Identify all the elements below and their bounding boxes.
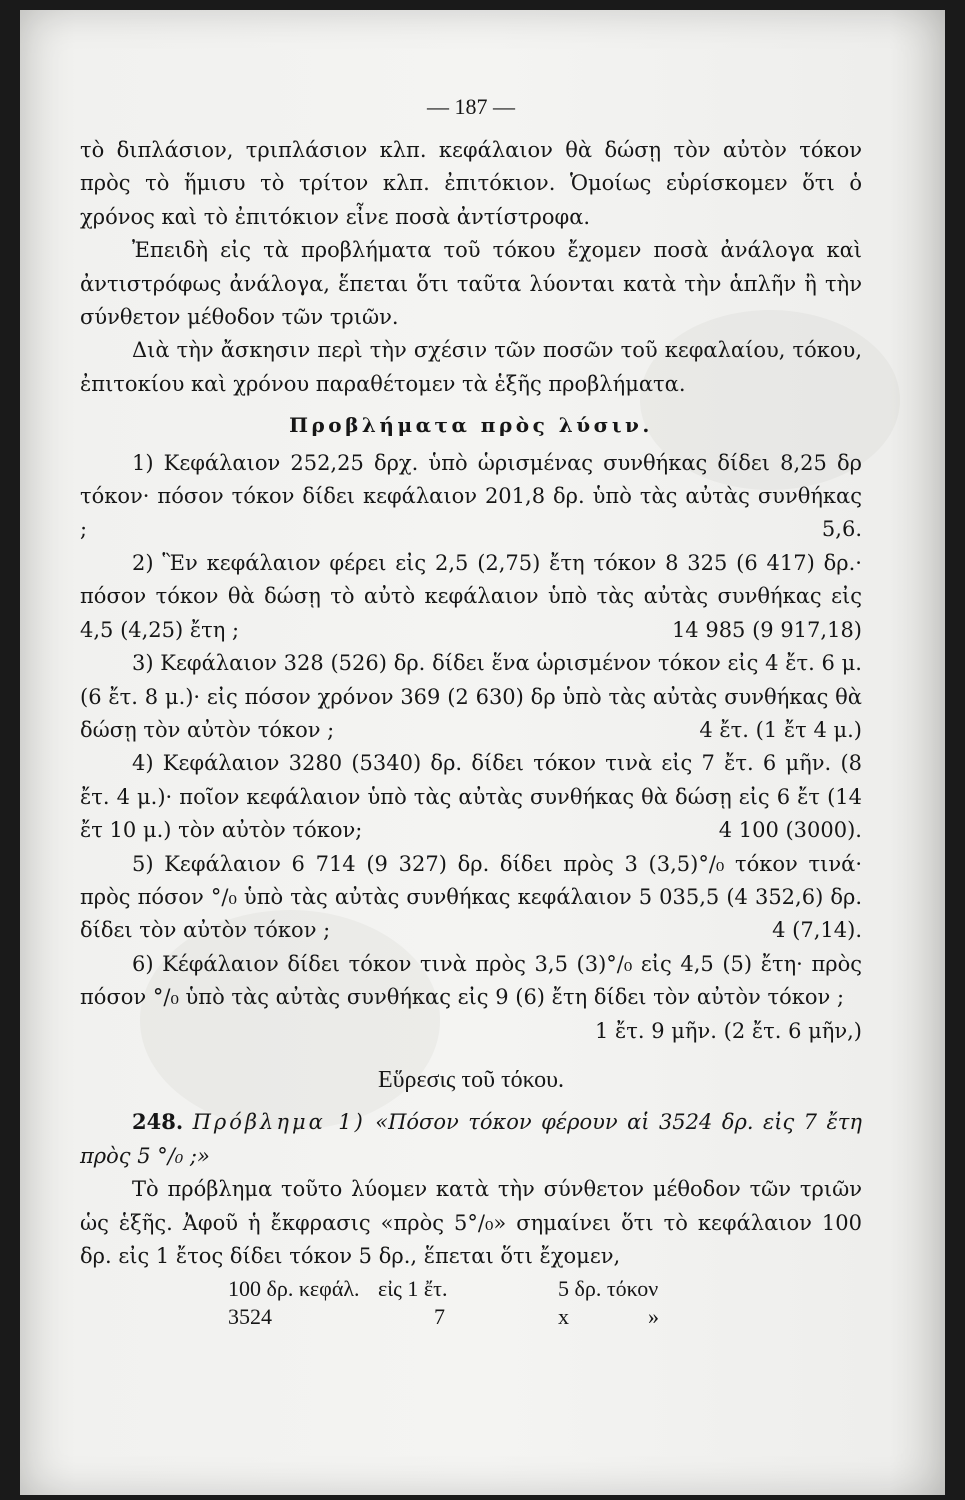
problem-text: 3) Κεφάλαιον 328 (526) δρ. δίδει ἕνα ὡρισμένον τόκον εἰς 4 ἔτ. 6 μ. (6 ἔτ. 8 μ.)· εἰς πόσον χρόνον 369 (2 630) δρ ὑπὸ τὰς αὐτὰς συνθήκας θὰ δώσῃ τὸν αὐτὸν τόκον ;: [80, 651, 862, 742]
intro-paragraph-2: Ἐπειδὴ εἰς τὰ προβλήματα τοῦ τόκου ἔχομεν ποσὰ ἀνάλογα καὶ ἀντιστρόφως ἀνάλογα, ἕπεται ὅτι ταῦτα λύονται κατὰ τὴν ἁπλῆν ἢ τὴν σύνθετον μέθοδον τῶν τριῶν.: [80, 238, 862, 330]
problem-answer: 1 ἔτ. 9 μῆν. (2 ἔτ. 6 μῆν,): [594, 1018, 862, 1043]
problem-text: 6) Κέφάλαιον δίδει τόκον τινὰ πρὸς 3,5 (3)°/₀ εἰς 4,5 (5) ἔτη· πρὸς πόσον °/₀ ὑπὸ τὰς αὐτὰς συνθήκας εἰς 9 (6) ἔτη δίδει τὸν αὐτὸν τόκον ;: [80, 951, 862, 1010]
problem-answer: 5,6.: [821, 517, 862, 542]
section-problem-number: 248.: [132, 1109, 184, 1135]
book-page: [20, 10, 945, 1495]
problem-text: 2) Ἓν κεφάλαιον φέρει εἰς 2,5 (2,75) ἔτη τόκον 8 325 (6 417) δρ.· πόσον τόκον θὰ δώσῃ τὸ αὐτὸ κεφάλαιον ὑπὸ τὰς αὐτὰς συνθήκας εἰς 4,5 (4,25) ἔτη ;: [80, 550, 862, 642]
problems-heading: Προβλήματα πρὸς λύσιν.: [289, 413, 653, 438]
problem-text: 5) Κεφάλαιον 6 714 (9 327) δρ. δίδει πρὸς 3 (3,5)°/₀ τόκον τινά· πρὸς πόσον °/₀ ὑπὸ τὰς αὐτὰς συνθήκας κεφάλαιον 5 035,5 (4 352,6) δρ. δίδει τὸν αὐτὸν τόκον ;: [80, 851, 862, 943]
calc-cell: 100 δρ. κεφάλ.: [228, 1276, 360, 1302]
section-problem-question: «Πόσον τόκον φέρουν αἱ 3524 δρ. εἰς 7 ἔτη πρὸς 5 °/₀ ;»: [80, 1110, 862, 1168]
problem-answer: 4 (7,14).: [772, 918, 862, 943]
calc-cell: εἰς 1 ἔτ.: [378, 1276, 448, 1302]
calculation-table: [228, 1275, 862, 1331]
problem-3: [80, 647, 862, 747]
calc-cell: 7: [434, 1304, 445, 1330]
section-problem-label: Πρόβλημα 1): [192, 1110, 366, 1135]
problem-text: 4) Κεφάλαιον 3280 (5340) δρ. δίδει τόκον τινὰ εἰς 7 ἔτ. 6 μῆν. (8 ἔτ. 4 μ.)· ποῖον κεφάλαιον ὑπὸ τὰς αὐτὰς συνθήκας θὰ δώσῃ εἰς 6 ἔτ (14 ἔτ 10 μ.) τὸν αὐτὸν τόκον;: [80, 751, 862, 843]
problem-4: [80, 747, 862, 847]
section-title: Εὕρεσις τοῦ τόκου.: [377, 1066, 565, 1093]
page-number: — 187 —: [427, 94, 515, 119]
solution-paragraph: Τὸ πρόβλημα τοῦτο λύομεν κατὰ τὴν σύνθετον μέθοδον τῶν τριῶν ὡς ἑξῆς. Ἀφοῦ ἡ ἔκφρασις «πρὸς 5°/₀» σημαίνει ὅτι τὸ κεφάλαιον 100 δρ. εἰς 1 ἔτος δίδει τόκον 5 δρ., ἕπεται ὅτι ἔχομεν,: [80, 1177, 862, 1268]
calc-cell: [718, 1275, 918, 1303]
calc-cell: »: [648, 1304, 659, 1330]
section-problem: [80, 1105, 862, 1173]
calc-cell: 3524: [228, 1304, 272, 1330]
page-content: [80, 92, 862, 1331]
problem-answer: 4 ἔτ. (1 ἔτ 4 μ.): [699, 717, 862, 742]
problem-text: 1) Κεφάλαιον 252,25 δρχ. ὑπὸ ὡρισμένας συνθήκας δίδει 8,25 δρ τόκον· πόσον τόκον δίδει κεφάλαιον 201,8 δρ. ὑπὸ τὰς αὐτὰς συνθήκας ;: [80, 450, 862, 542]
calc-cell: x: [558, 1304, 569, 1330]
calc-cell: 5 δρ. τόκον: [558, 1276, 659, 1302]
problem-6: [80, 948, 862, 1043]
problem-2: [80, 547, 862, 647]
intro-paragraph-3: Διὰ τὴν ἄσκησιν περὶ τὴν σχέσιν τῶν ποσῶν τοῦ κεφαλαίου, τόκου, ἐπιτοκίου καὶ χρόνου παραθέτομεν τὰ ἑξῆς προβλήματα.: [80, 338, 862, 396]
problem-5: [80, 848, 862, 948]
problem-answer: 14 985 (9 917,18): [671, 617, 862, 642]
problem-answer: 4 100 (3000).: [718, 818, 862, 843]
problem-1: [80, 447, 862, 547]
intro-paragraph-1: τὸ διπλάσιον, τριπλάσιον κλπ. κεφάλαιον θὰ δώσῃ τὸν αὐτὸν τόκον πρὸς τὸ ἥμισυ τὸ τρίτον κλπ. ἐπιτόκιον. Ὁμοίως εὑρίσκομεν ὅτι ὁ χρόνος καὶ τὸ ἐπιτόκιον εἶνε ποσὰ ἀντίστροφα.: [80, 138, 862, 229]
